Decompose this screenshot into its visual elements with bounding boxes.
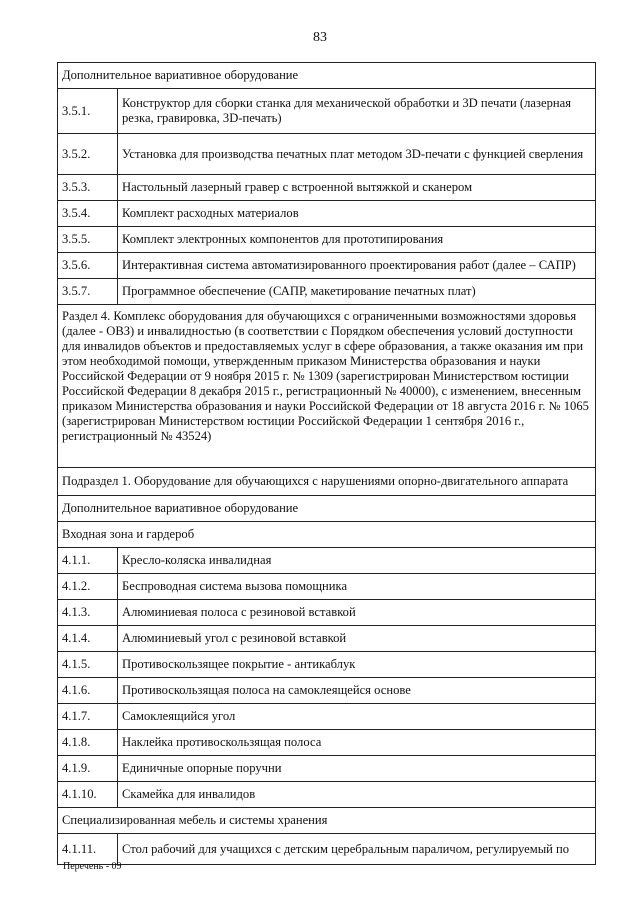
item-number: 4.1.7. [58, 704, 118, 730]
item-number: 4.1.10. [58, 782, 118, 808]
item-text: Алюминиевая полоса с резиновой вставкой [118, 600, 596, 626]
table-row [58, 782, 596, 808]
item-text: Стол рабочий для учащихся с детским церебральным параличом, регулируемый по [118, 834, 596, 865]
table-row [58, 600, 596, 626]
section-row [58, 522, 596, 548]
item-number: 4.1.1. [58, 548, 118, 574]
item-text: Комплект расходных материалов [118, 201, 596, 227]
item-text: Беспроводная система вызова помощника [118, 574, 596, 600]
page-number: 83 [313, 30, 327, 45]
item-text: Установка для производства печатных плат методом 3D-печати с функцией сверления [118, 134, 596, 175]
table-row [58, 201, 596, 227]
section-row [58, 808, 596, 834]
item-number: 4.1.11. [58, 834, 118, 865]
section-row [58, 305, 596, 468]
item-text: Настольный лазерный гравер с встроенной вытяжкой и сканером [118, 175, 596, 201]
item-text: Комплект электронных компонентов для прототипирования [118, 227, 596, 253]
section-4-description: Раздел 4. Комплекс оборудования для обучающихся с ограниченными возможностями здоровья (далее - ОВЗ) и инвалидностью (в соответствии с Порядком обеспечения условий доступности для инвалидов объектов и предоставляемых услуг в сфере образования, а также оказания им при этом необходимой помощи, утвержденным приказом Министерства образования и науки Российской Федерации от 9 ноября 2015 г. № 1309 (зарегистрирован Министерством юстиции Российской Федерации 8 декабря 2015 г., регистрационный № 40000), с изменением, внесенным приказом Министерства образования и науки Российской Федерации от 18 августа 2016 г. № 1065 (зарегистрирован Министерством юстиции Российской Федерации 1 сентября 2016 г., регистрационный № 43524) [58, 305, 596, 468]
item-text: Единичные опорные поручни [118, 756, 596, 782]
item-text: Интерактивная система автоматизированного проектирования работ (далее – САПР) [118, 253, 596, 279]
item-text: Противоскользящее покрытие - антикаблук [118, 652, 596, 678]
table-row [58, 704, 596, 730]
table-row [58, 227, 596, 253]
table-row [58, 134, 596, 175]
table-row [58, 834, 596, 865]
item-text: Программное обеспечение (САПР, макетирование печатных плат) [118, 279, 596, 305]
item-number: 4.1.6. [58, 678, 118, 704]
footer-label: Перечень - 09 [63, 861, 122, 872]
table-row [58, 652, 596, 678]
item-number: 3.5.4. [58, 201, 118, 227]
item-text: Кресло-коляска инвалидная [118, 548, 596, 574]
section-heading: Дополнительное вариативное оборудование [58, 63, 596, 89]
item-text: Наклейка противоскользящая полоса [118, 730, 596, 756]
item-text: Скамейка для инвалидов [118, 782, 596, 808]
item-number: 4.1.8. [58, 730, 118, 756]
table-row [58, 626, 596, 652]
table-row [58, 756, 596, 782]
table-row [58, 678, 596, 704]
item-number: 3.5.7. [58, 279, 118, 305]
item-text: Самоклеящийся угол [118, 704, 596, 730]
table-row [58, 730, 596, 756]
item-number: 3.5.3. [58, 175, 118, 201]
table-row [58, 548, 596, 574]
section-heading: Дополнительное вариативное оборудование [58, 496, 596, 522]
item-text: Конструктор для сборки станка для механической обработки и 3D печати (лазерная резка, гравировка, 3D-печать) [118, 89, 596, 134]
subsection-heading: Подраздел 1. Оборудование для обучающихся с нарушениями опорно-двигательного аппарата [58, 468, 596, 496]
item-number: 4.1.4. [58, 626, 118, 652]
table-row [58, 253, 596, 279]
section-row [58, 496, 596, 522]
section-row [58, 468, 596, 496]
item-number: 3.5.2. [58, 134, 118, 175]
equipment-table [57, 62, 596, 865]
group-heading: Входная зона и гардероб [58, 522, 596, 548]
table-row [58, 175, 596, 201]
section-row [58, 63, 596, 89]
item-number: 3.5.1. [58, 89, 118, 134]
item-text: Противоскользящая полоса на самоклеящейся основе [118, 678, 596, 704]
item-number: 4.1.2. [58, 574, 118, 600]
table-row [58, 279, 596, 305]
item-number: 3.5.5. [58, 227, 118, 253]
table-row [58, 89, 596, 134]
item-number: 4.1.5. [58, 652, 118, 678]
item-number: 4.1.9. [58, 756, 118, 782]
item-number: 3.5.6. [58, 253, 118, 279]
group-heading: Специализированная мебель и системы хранения [58, 808, 596, 834]
item-number: 4.1.3. [58, 600, 118, 626]
table-row [58, 574, 596, 600]
item-text: Алюминиевый угол с резиновой вставкой [118, 626, 596, 652]
